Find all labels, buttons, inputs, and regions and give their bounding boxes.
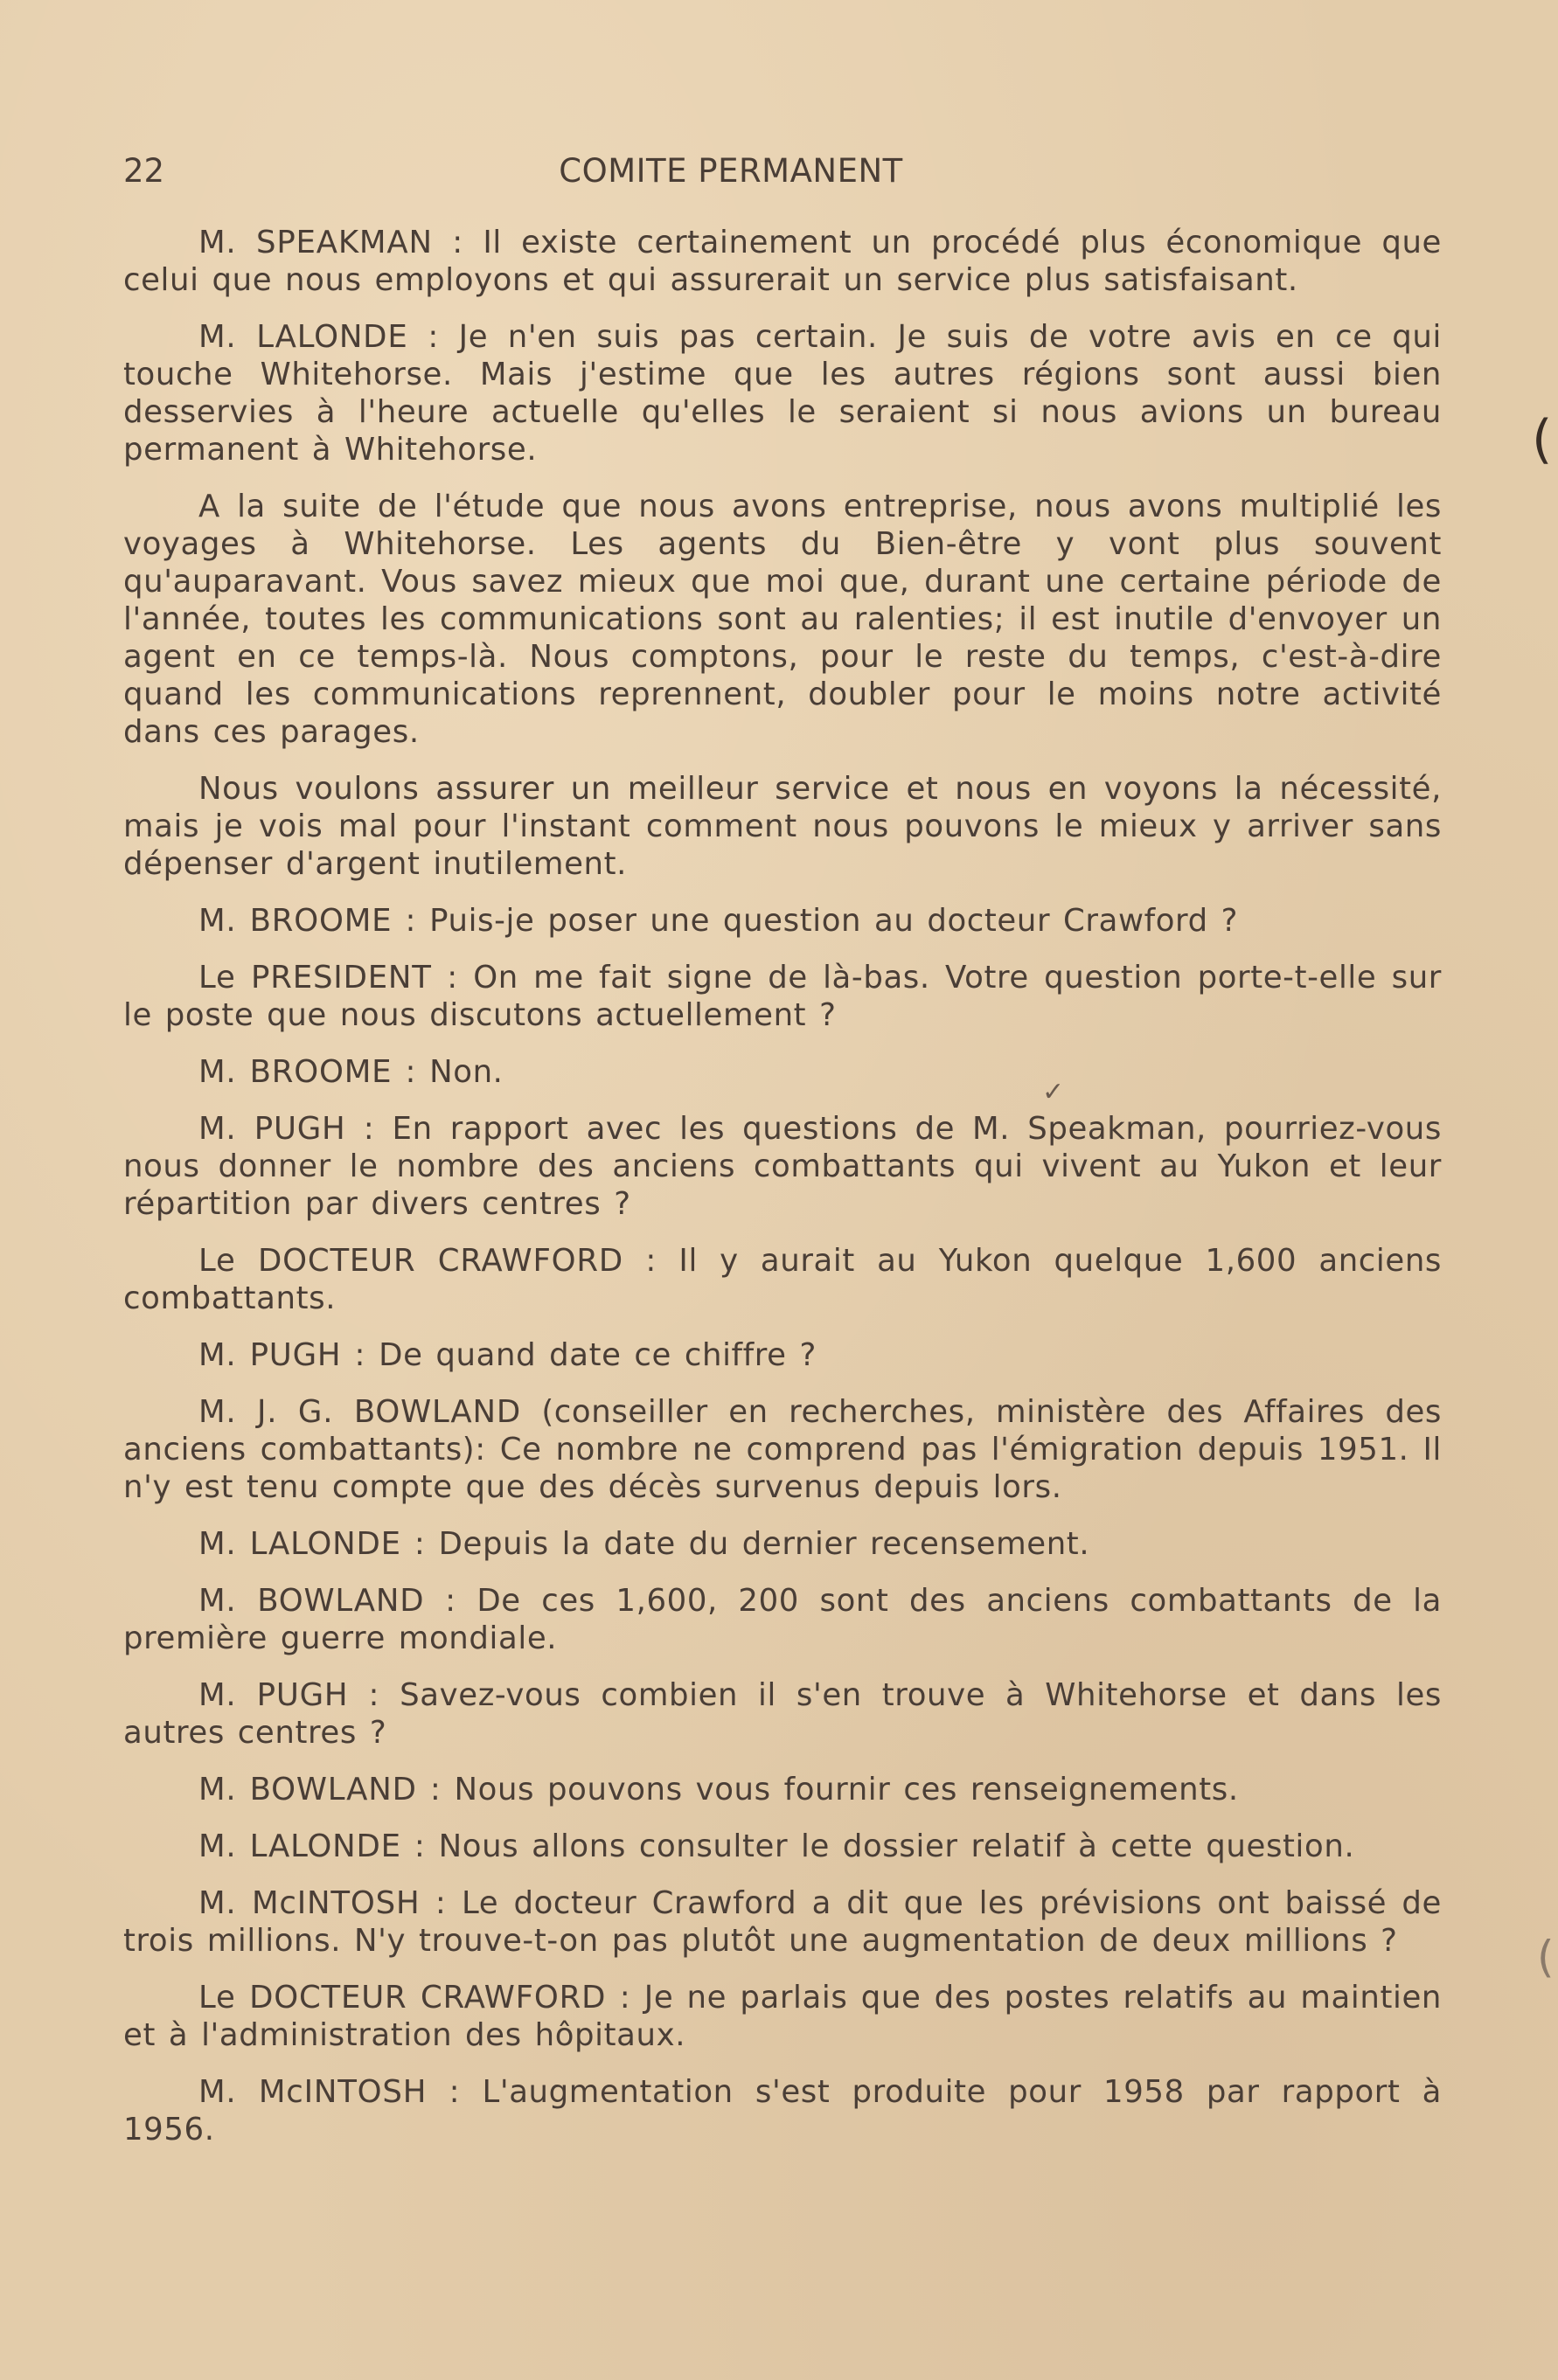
paragraph-text: (conseiller en recherches, ministère des Affaires des anciens combattants): Ce nombre ne comprend pas l'émigration depuis 1951. Il n'y est tenu compte que des décès survenus depuis lors.: [123, 1394, 1442, 1505]
paragraph-text: En rapport avec les questions de M. Speakman, pourriez-vous nous donner le nombre des anciens combattants qui vivent au Yukon et leur répartition par divers centres ?: [123, 1111, 1442, 1222]
paragraph: [123, 1771, 1442, 1808]
speaker-name: M. LALONDE :: [198, 1828, 426, 1864]
paragraph-text: Je n'en suis pas certain. Je suis de votre avis en ce qui touche Whitehorse. Mais j'estime que les autres régions sont aussi bien desservies à l'heure actuelle qu'elles le seraient si nous avions un bureau permanent à Whitehorse.: [123, 319, 1442, 468]
paragraph: [123, 1828, 1442, 1865]
speaker-name: Le DOCTEUR CRAWFORD :: [198, 1980, 631, 2016]
transcript-body: [123, 224, 1442, 2168]
speaker-name: M. PUGH :: [198, 1337, 366, 1373]
paragraph: [123, 770, 1442, 883]
paragraph-text: De ces 1,600, 200 sont des anciens combattants de la première guerre mondiale.: [123, 1583, 1442, 1656]
paragraph-text: Nous voulons assurer un meilleur service et nous en voyons la nécessité, mais je vois mal pour l'instant comment nous pouvons le mieux y arriver sans dépenser d'argent inutilement.: [123, 771, 1442, 882]
speaker-name: M. McINTOSH :: [198, 1885, 447, 1921]
paragraph: [123, 959, 1442, 1034]
paragraph: [123, 488, 1442, 751]
paragraph: [123, 1676, 1442, 1752]
paragraph-text: A la suite de l'étude que nous avons entreprise, nous avons multiplié les voyages à Whitehorse. Les agents du Bien-être y vont plus souvent qu'auparavant. Vous savez mieux que moi que, durant une certaine période de l'année, toutes les communications sont au ralenties; il est inutile d'envoyer un agent en ce temps-là. Nous comptons, pour le reste du temps, c'est-à-dire quand les communications reprennent, doubler pour le moins notre activité dans ces parages.: [123, 489, 1442, 750]
paragraph: [123, 2073, 1442, 2148]
pencil-check-icon: ✓: [1042, 1077, 1065, 1107]
speaker-name: M. SPEAKMAN :: [198, 225, 464, 260]
paragraph: [123, 1979, 1442, 2054]
speaker-name: M. J. G. BOWLAND: [198, 1394, 521, 1430]
speaker-name: M. McINTOSH :: [198, 2074, 461, 2110]
paragraph-text: Je ne parlais que des postes relatifs au maintien et à l'administration des hôpitaux.: [123, 1980, 1442, 2053]
speaker-name: M. PUGH :: [198, 1677, 380, 1713]
paragraph-text: Nous pouvons vous fournir ces renseignements.: [441, 1772, 1239, 1808]
paragraph: [123, 1582, 1442, 1657]
speaker-name: M. PUGH :: [198, 1111, 375, 1147]
paragraph-text: Nous allons consulter le dossier relatif à cette question.: [425, 1828, 1355, 1864]
paragraph: [123, 1110, 1442, 1223]
binding-mark-icon: (: [1532, 409, 1553, 470]
page-header: [123, 149, 1339, 192]
paragraph: [123, 1525, 1442, 1563]
paragraph: [123, 1053, 1442, 1091]
paragraph-text: Il existe certainement un procédé plus économique que celui que nous employons et qui assurerait un service plus satisfaisant.: [123, 225, 1442, 298]
paragraph-text: Depuis la date du dernier recensement.: [425, 1526, 1090, 1562]
paragraph-text: On me fait signe de là-bas. Votre question porte-t-elle sur le poste que nous discutons actuellement ?: [123, 960, 1442, 1033]
speaker-name: Le DOCTEUR CRAWFORD :: [198, 1243, 657, 1279]
speaker-name: M. BOWLAND :: [198, 1583, 456, 1619]
binding-mark-icon: (: [1537, 1932, 1555, 1982]
paragraph-text: Puis-je poser une question au docteur Crawford ?: [416, 903, 1239, 939]
speaker-name: M. BOWLAND :: [198, 1772, 442, 1808]
paragraph: [123, 318, 1442, 468]
running-title: COMITE PERMANENT: [559, 152, 903, 190]
paragraph: [123, 1393, 1442, 1506]
paragraph: [123, 1336, 1442, 1374]
paragraph: [123, 224, 1442, 299]
paragraph: [123, 1884, 1442, 1960]
speaker-name: M. LALONDE :: [198, 319, 440, 355]
paragraph-text: L'augmentation s'est produite pour 1958 par rapport à 1956.: [123, 2074, 1442, 2148]
paragraph: [123, 902, 1442, 940]
speaker-name: M. BROOME :: [198, 1054, 417, 1090]
paragraph-text: Savez-vous combien il s'en trouve à Whitehorse et dans les autres centres ?: [123, 1677, 1442, 1751]
paragraph-text: Il y aurait au Yukon quelque 1,600 anciens combattants.: [123, 1243, 1443, 1316]
speaker-name: M. LALONDE :: [198, 1526, 426, 1562]
paragraph-text: Le docteur Crawford a dit que les prévisions ont baissé de trois millions. N'y trouve-t-on pas plutôt une augmentation de deux millions ?: [123, 1885, 1442, 1959]
paragraph-text: Non.: [416, 1054, 504, 1090]
paragraph: [123, 1242, 1442, 1317]
paragraph-text: De quand date ce chiffre ?: [365, 1337, 817, 1373]
speaker-name: Le PRESIDENT :: [198, 960, 458, 996]
speaker-name: M. BROOME :: [198, 903, 417, 939]
page-number: 22: [123, 152, 165, 190]
